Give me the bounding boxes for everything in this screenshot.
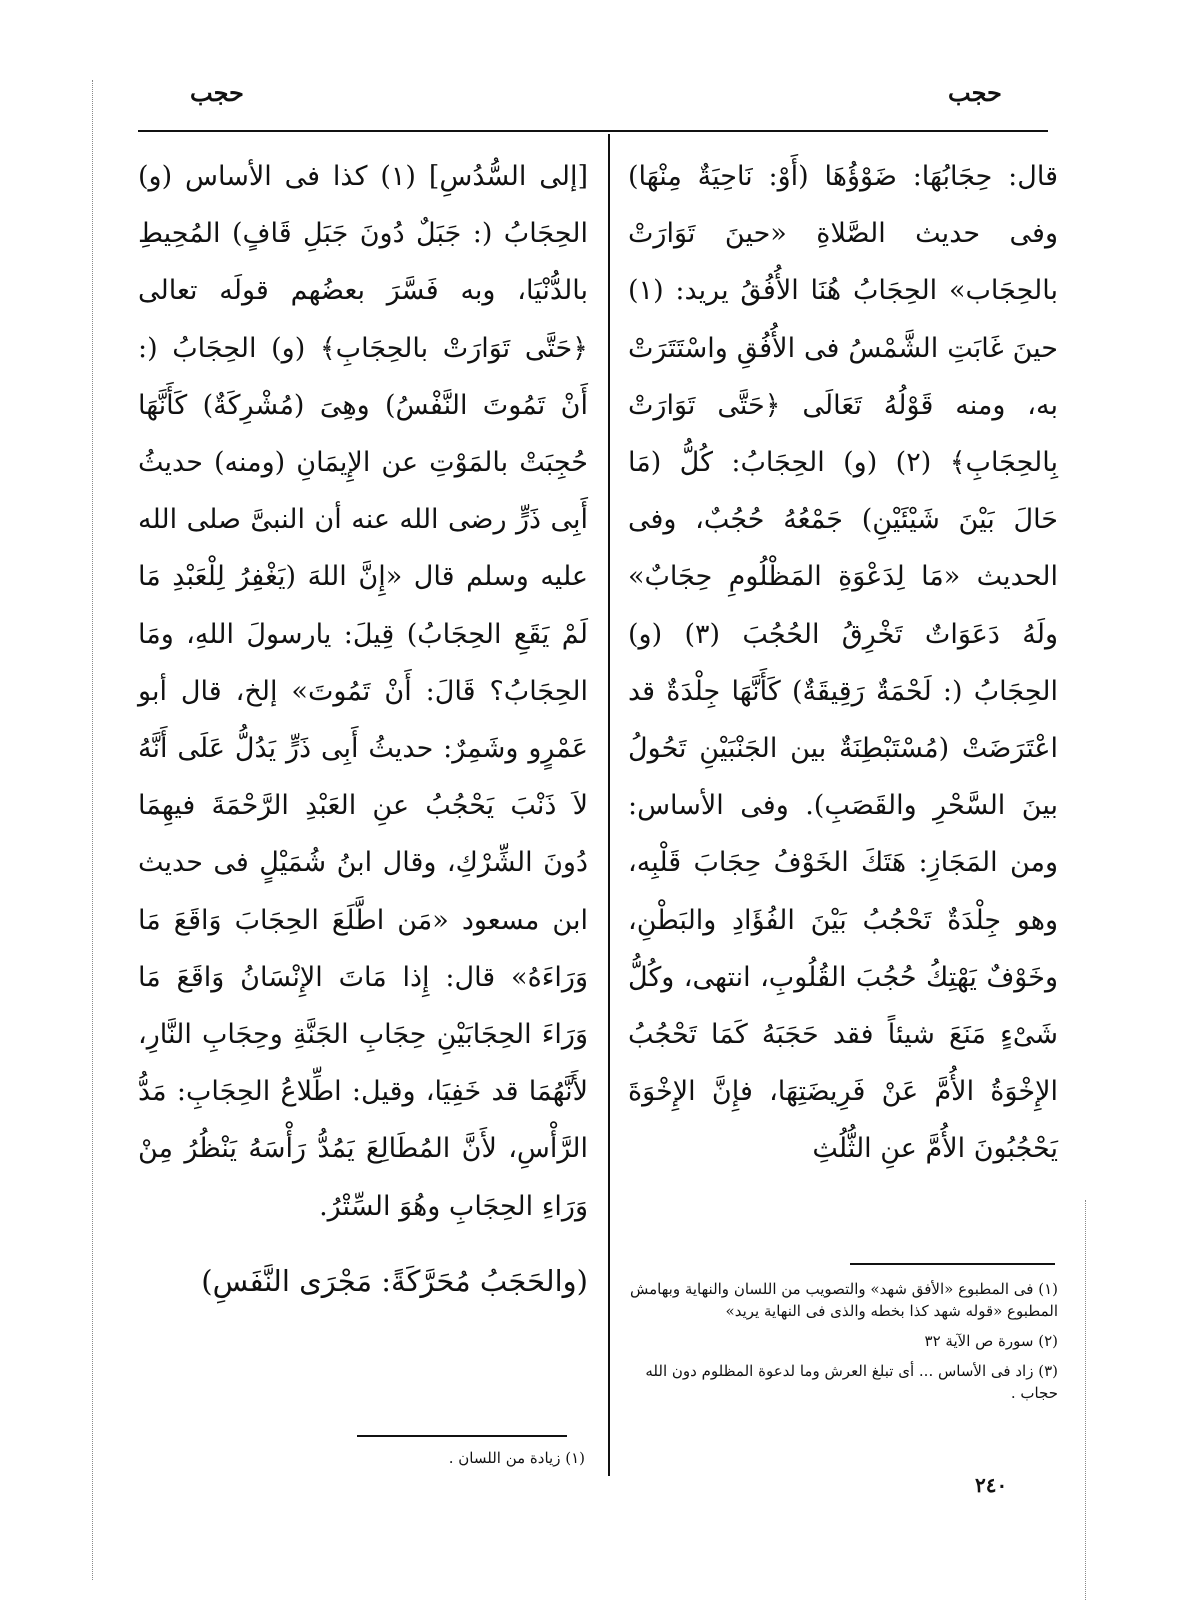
footnote: (١) فى المطبوع «الأفق شهد» والتصويب من اللسان والنهاية وبهامش المطبوع «قوله شهد كذا بخطه والذى فى النهاية يريد» [630, 1280, 1058, 1320]
left-column-text: [إلى السُّدُسِ] (١) كذا فى الأساس (و) الحِجَابُ (: جَبَلٌ دُونَ جَبَلِ قَافٍ) المُحِيطِ بالدُّنْيَا، وبه فَسَّرَ بعضُهم قولَه تعالى ﴿حَتَّى تَوَارَتْ بالحِجَابِ﴾ (و) الحِجَابُ (: أَنْ تَمُوتَ النَّفْسُ) وهِىَ (مُشْرِكَةٌ) كَأَنَّهَا حُجِبَتْ بالمَوْتِ عن الإِيمَانِ (ومنه) حديثُ أَبِى ذَرٍّ رضى الله عنه أن النبىَّ صلى الله عليه وسلم قال «إِنَّ اللهَ (يَغْفِرُ لِلْعَبْدِ مَا لَمْ يَقَعِ الحِجَابُ) قِيلَ: يارسولَ اللهِ، ومَا الحِجَابُ؟ قَالَ: أَنْ تَمُوتَ» إلخ، قال أبو عَمْرٍو وشَمِرٌ: حديثُ أَبِى ذَرٍّ يَدُلُّ عَلَى أَنَّهُ لاَ ذَنْبَ يَحْجُبُ عنِ العَبْدِ الرَّحْمَةَ فيهِمَا دُونَ الشِّرْكِ، وقال ابنُ شُمَيْلٍ فى حديث ابن مسعود «مَن اطَّلَعَ الحِجَابَ وَاقَعَ مَا وَرَاءَهُ» قال: إِذا مَاتَ الإِنْسَانُ وَاقَعَ مَا وَرَاءَ الحِجَابَيْنِ حِجَابِ الجَنَّةِ وحِجَابِ النَّارِ، لأَنَّهُمَا قد خَفِيَا، وقيل: اطِّلاعُ الحِجَابِ: مَدُّ الرَّأْسِ، لأَنَّ المُطَالِعَ يَمُدُّ رَأْسَهُ يَنْظُرُ مِنْ وَرَاءِ الحِجَابِ وهُوَ السِّتْرُ. [138, 161, 588, 1222]
left-column-closing-line: (والحَجَبُ مُحَرَّكَةً: مَجْرَى النَّفَسِ) [201, 1263, 588, 1298]
footnote: (١) زيادة من اللسان . [448, 1449, 585, 1467]
column-divider [608, 134, 610, 1476]
header-rule [138, 130, 1048, 132]
footnote-rule-right [850, 1263, 1055, 1265]
scan-margin-dots [1085, 1200, 1086, 1600]
footnotes-left [340, 1447, 585, 1477]
footnotes-right [628, 1278, 1058, 1412]
footnote: (٢) سورة ص الآية ٣٢ [924, 1332, 1058, 1350]
footnote-rule-left [357, 1435, 567, 1437]
page-number: ٢٤٠ [975, 1473, 1008, 1497]
footnote: (٣) زاد فى الأساس ... أى تبلغ العرش وما لدعوة المظلوم دون الله حجاب . [645, 1362, 1058, 1402]
right-column-text: قال: حِجَابُهَا: ضَوْؤُهَا (أَوْ: نَاحِيَةٌ مِنْهَا) وفى حديث الصَّلاةِ «حينَ تَوَارَتْ بالحِجَاب» الحِجَابُ هُنَا الأُفُقُ يريد: (١) حينَ غَابَتِ الشَّمْسُ فى الأُفُقِ واسْتَتَرَتْ به، ومنه قَوْلُهُ تَعَالَى ﴿حَتَّى تَوَارَتْ بِالحِجَابِ﴾ (٢) (و) الحِجَابُ: كُلُّ (مَا حَالَ بَيْنَ شَيْئَيْنِ) جَمْعُهُ حُجُبٌ، وفى الحديث «مَا لِدَعْوَةِ المَظْلُومِ حِجَابٌ» ولَهُ دَعَوَاتٌ تَخْرِقُ الحُجُبَ (٣) (و) الحِجَابُ (: لَحْمَةٌ رَقِيقَةٌ) كَأَنَّهَا جِلْدَةٌ قد اعْتَرَضَتْ (مُسْتَبْطِنَةٌ بين الجَنْبَيْنِ تَحُولُ بينَ السَّحْرِ والقَصَبِ). وفى الأساس: ومن المَجَازِ: هَتَكَ الخَوْفُ حِجَابَ قَلْبِه، وهو جِلْدَةٌ تَحْجُبُ بَيْنَ الفُؤَادِ والبَطْنِ، وخَوْفٌ يَهْتِكُ حُجُبَ القُلُوبِ، انتهى، وكُلُّ شَىْءٍ مَنَعَ شيئاً فقد حَجَبَهُ كَمَا تَحْجُبُ الإِخْوَةُ الأُمَّ عَنْ فَرِيضَتِهَا، فإِنَّ الإِخْوَةَ يَحْجُبُونَ الأُمَّ عنِ الثُّلُثِ [628, 161, 1059, 1165]
running-head-left: حجب [190, 78, 244, 107]
running-head-right: حجب [948, 78, 1002, 107]
scan-margin-dots [92, 80, 93, 1580]
right-column [628, 148, 1058, 1178]
left-column [138, 148, 588, 1310]
